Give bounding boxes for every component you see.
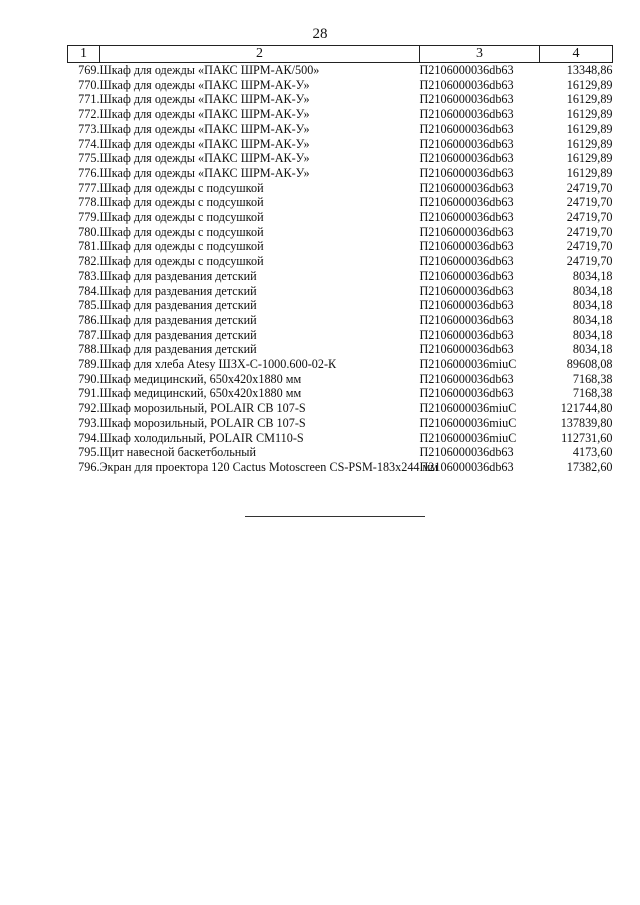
row-number: 770.: [78, 77, 100, 92]
row-number: 775.: [78, 151, 100, 166]
item-code: П2106000036db63: [419, 151, 514, 166]
item-name: Шкаф для одежды с подсушкой: [99, 210, 264, 225]
row-number: 773.: [78, 121, 100, 136]
item-price: 24719,70: [566, 210, 613, 225]
item-name: Шкаф для одежды с подсушкой: [99, 239, 264, 254]
item-code: П2106000036miuC: [419, 415, 517, 430]
row-number: 788.: [78, 342, 100, 357]
row-number: 794.: [78, 430, 100, 445]
column-header-4: 4: [540, 46, 613, 63]
item-name: Шкаф для одежды «ПАКС ШРМ-АК-У»: [99, 151, 310, 166]
item-code: П2106000036db63: [419, 342, 514, 357]
item-price: 8034,18: [572, 283, 613, 298]
row-number: 769.: [78, 63, 100, 77]
item-code: П2106000036db63: [419, 136, 514, 151]
item-code: П2106000036db63: [419, 180, 514, 195]
item-price: 16129,89: [566, 77, 613, 92]
inventory-table: [67, 45, 613, 475]
row-number: 774.: [78, 136, 100, 151]
item-name: Шкаф для одежды с подсушкой: [99, 254, 264, 269]
item-price: 24719,70: [566, 224, 613, 239]
item-code: П2106000036miuC: [419, 357, 517, 372]
item-name: Шкаф для одежды «ПАКС ШРМ-АК-У»: [99, 77, 310, 92]
table-row: [68, 92, 613, 107]
item-name: Шкаф для раздевания детский: [99, 327, 257, 342]
item-name: Шкаф для одежды «ПАКС ШРМ-АК-У»: [99, 107, 310, 122]
table-row: [68, 284, 613, 299]
table-row: [68, 328, 613, 343]
item-name: Шкаф для раздевания детский: [99, 312, 257, 327]
table-row: [68, 431, 613, 446]
item-code: П2106000036db63: [419, 195, 514, 210]
item-price: 121744,80: [560, 401, 613, 416]
item-code: П2106000036db63: [419, 371, 514, 386]
item-price: 16129,89: [566, 121, 613, 136]
table-row: [68, 239, 613, 254]
item-code: П2106000036db63: [419, 210, 514, 225]
item-name: Шкаф для раздевания детский: [99, 298, 257, 313]
item-price: 24719,70: [566, 254, 613, 269]
table-row: [68, 357, 613, 372]
item-name: Щит навесной баскетбольный: [99, 445, 256, 460]
table-row: [68, 210, 613, 225]
item-price: 13348,86: [566, 63, 613, 77]
row-number: 792.: [78, 401, 100, 416]
item-code: П2106000036db63: [419, 63, 514, 77]
table-row: [68, 372, 613, 387]
item-name: Шкаф для раздевания детский: [99, 283, 257, 298]
item-price: 112731,60: [561, 430, 613, 445]
item-name: Шкаф для раздевания детский: [99, 268, 257, 283]
table-row: [68, 225, 613, 240]
table-row: [68, 401, 613, 416]
table-row: [68, 151, 613, 166]
row-number: 784.: [78, 283, 100, 298]
item-name: Шкаф для хлеба Atesy ШЗХ-С-1000.600-02-К: [99, 357, 337, 372]
item-price: 16129,89: [566, 107, 613, 122]
table-row: [68, 137, 613, 152]
row-number: 778.: [78, 195, 100, 210]
row-number: 790.: [78, 371, 100, 386]
item-price: 137839,80: [560, 415, 613, 430]
item-code: П2106000036db63: [419, 445, 514, 460]
item-code: П2106000036db63: [419, 92, 514, 107]
item-name: Шкаф для одежды «ПАКС ШРМ-АК/500»: [99, 63, 320, 77]
row-number: 793.: [78, 415, 100, 430]
item-code: П2106000036db63: [419, 268, 514, 283]
column-header-3: 3: [420, 46, 540, 63]
item-name: Шкаф для одежды «ПАКС ШРМ-АК-У»: [99, 136, 310, 151]
item-price: 16129,89: [566, 136, 613, 151]
item-price: 17382,60: [566, 459, 613, 474]
item-code: П2106000036db63: [419, 386, 514, 401]
table-row: [68, 298, 613, 313]
row-number: 795.: [78, 445, 100, 460]
column-header-1: 1: [68, 46, 100, 63]
table-row: [68, 122, 613, 137]
item-code: П2106000036db63: [419, 224, 514, 239]
item-name: Шкаф медицинский, 650х420х1880 мм: [99, 386, 302, 401]
row-number: 785.: [78, 298, 100, 313]
item-code: П2106000036db63: [419, 107, 514, 122]
item-price: 24719,70: [566, 180, 613, 195]
table-body: [68, 63, 613, 475]
item-name: Шкаф для одежды «ПАКС ШРМ-АК-У»: [99, 121, 310, 136]
table-row: [68, 254, 613, 269]
table-row: [68, 269, 613, 284]
item-price: 8034,18: [572, 342, 613, 357]
table-row: [68, 445, 613, 460]
item-code: П2106000036db63: [419, 459, 514, 474]
item-code: П2106000036db63: [419, 312, 514, 327]
page-number: 28: [312, 26, 328, 42]
item-price: 4173,60: [572, 445, 613, 460]
item-code: П2106000036db63: [419, 298, 514, 313]
item-price: 24719,70: [566, 239, 613, 254]
item-price: 8034,18: [572, 298, 613, 313]
table-row: [68, 107, 613, 122]
end-divider: [245, 516, 425, 517]
table-header: [68, 46, 613, 63]
item-name: Шкаф медицинский, 650х420х1880 мм: [99, 371, 302, 386]
table-row: [68, 460, 613, 475]
item-price: 24719,70: [566, 195, 613, 210]
row-number: 786.: [78, 312, 100, 327]
row-number: 776.: [78, 165, 100, 180]
item-code: П2106000036miuC: [419, 401, 517, 416]
row-number: 781.: [78, 239, 100, 254]
item-price: 7168,38: [572, 371, 613, 386]
item-code: П2106000036db63: [419, 254, 514, 269]
item-code: П2106000036db63: [419, 77, 514, 92]
table-row: [68, 63, 613, 78]
item-price: 8034,18: [572, 312, 613, 327]
row-number: 779.: [78, 210, 100, 225]
row-number: 791.: [78, 386, 100, 401]
table-row: [68, 342, 613, 357]
item-name: Шкаф холодильный, POLAIR CM110-S: [99, 430, 304, 445]
item-code: П2106000036db63: [419, 239, 514, 254]
item-name: Шкаф морозильный, POLAIR CB 107-S: [99, 415, 306, 430]
item-name: Шкаф для раздевания детский: [99, 342, 257, 357]
column-header-2: 2: [100, 46, 420, 63]
row-number: 787.: [78, 327, 100, 342]
table-row: [68, 313, 613, 328]
item-name: Шкаф для одежды «ПАКС ШРМ-АК-У»: [99, 92, 310, 107]
item-name: Шкаф для одежды «ПАКС ШРМ-АК-У»: [99, 165, 310, 180]
row-number: 780.: [78, 224, 100, 239]
item-code: П2106000036miuC: [419, 430, 517, 445]
table-row: [68, 416, 613, 431]
item-code: П2106000036db63: [419, 165, 514, 180]
item-name: Шкаф для одежды с подсушкой: [99, 180, 264, 195]
row-number: 771.: [78, 92, 100, 107]
row-number: 777.: [78, 180, 100, 195]
row-number: 772.: [78, 107, 100, 122]
item-name: Шкаф для одежды с подсушкой: [99, 195, 264, 210]
item-price: 89608,08: [566, 357, 613, 372]
item-price: 7168,38: [572, 386, 613, 401]
item-price: 16129,89: [566, 92, 613, 107]
row-number: 789.: [78, 357, 100, 372]
item-code: П2106000036db63: [419, 327, 514, 342]
table-row: [68, 166, 613, 181]
table-row: [68, 386, 613, 401]
item-price: 8034,18: [572, 268, 613, 283]
item-code: П2106000036db63: [419, 121, 514, 136]
table-row: [68, 78, 613, 93]
item-name: Экран для проектора 120 Cactus Motoscreen CS-PSM-183х244 мм: [99, 459, 438, 474]
row-number: 782.: [78, 254, 100, 269]
table-row: [68, 195, 613, 210]
item-price: 16129,89: [566, 165, 613, 180]
row-number: 796.: [78, 459, 100, 474]
item-name: Шкаф для одежды с подсушкой: [99, 224, 264, 239]
item-price: 16129,89: [566, 151, 613, 166]
item-name: Шкаф морозильный, POLAIR CB 107-S: [99, 401, 306, 416]
item-price: 8034,18: [572, 327, 613, 342]
row-number: 783.: [78, 268, 100, 283]
table-row: [68, 181, 613, 196]
item-code: П2106000036db63: [419, 283, 514, 298]
